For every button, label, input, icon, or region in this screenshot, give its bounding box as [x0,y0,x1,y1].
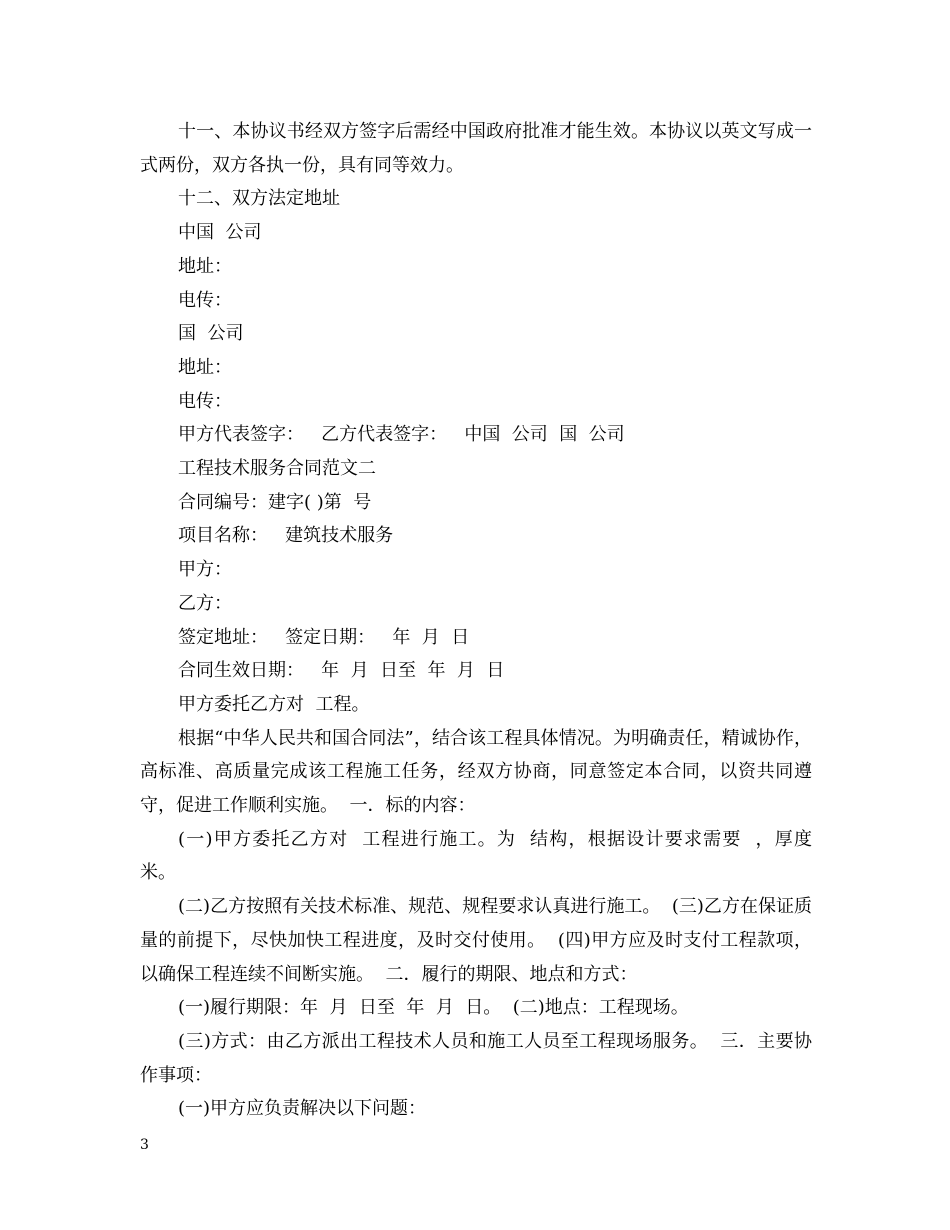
party-a-company: 中国 公司 [178,222,262,244]
document-body [140,115,824,1126]
party-a-telex: 电传： [178,289,232,311]
clause-3-1: (一)甲方应负责解决以下问题： [178,1098,427,1120]
party-a-address: 地址： [178,255,232,277]
clause-2-1-2: (一)履行期限：年 月 日至 年 月 日。 (二)地点：工程现场。 [178,997,689,1019]
project-name: 项目名称： 建筑技术服务 [178,525,394,547]
party-b-company: 国 公司 [178,323,244,345]
clause-1-2-to-4: (二)乙方按照有关技术标准、规范、规程要求认真进行施工。 (三)乙方在保证质量的前提下，尽快加快工程进度，及时交付使用。 (四)甲方应及时支付工程款项，以确保工程连续不间断实施。 二．履行的期限、地点和方式： [140,896,812,985]
signature-line: 甲方代表签字： 乙方代表签字： 中国 公司 国 公司 [178,424,625,446]
party-b-telex: 电传： [178,390,232,412]
clause-1-1: (一)甲方委托乙方对 工程进行施工。为 结构，根据设计要求需要 ，厚度 米。 [140,828,824,884]
party-a-field: 甲方： [178,559,232,581]
preamble-paragraph: 根据“中华人民共和国合同法”，结合该工程具体情况。为明确责任，精诚协作，高标准、高质量完成该工程施工任务，经双方协商，同意签定本合同，以资共同遵守，促进工作顺利实施。 一．标的内容： [140,727,812,817]
paragraph-article-12: 十二、双方法定地址 [178,188,340,210]
clause-2-3: (三)方式：由乙方派出工程技术人员和施工人员至工程现场服务。 三．主要协作事项： [140,1030,812,1086]
party-b-field: 乙方： [178,592,232,614]
page-number: 3 [140,1137,149,1153]
commission-statement: 甲方委托乙方对 工程。 [178,693,370,715]
signing-place-date: 签定地址： 签定日期： 年 月 日 [178,626,470,648]
paragraph-article-11: 十一、本协议书经双方签字后需经中国政府批准才能生效。本协议以英文写成一式两份，双方各执一份，具有同等效力。 [140,121,812,176]
contract-number: 合同编号：建字( )第 号 [178,491,372,513]
party-b-address: 地址： [178,356,232,378]
effective-date: 合同生效日期： 年 月 日至 年 月 日 [178,660,505,682]
section-title: 工程技术服务合同范文二 [178,458,376,480]
